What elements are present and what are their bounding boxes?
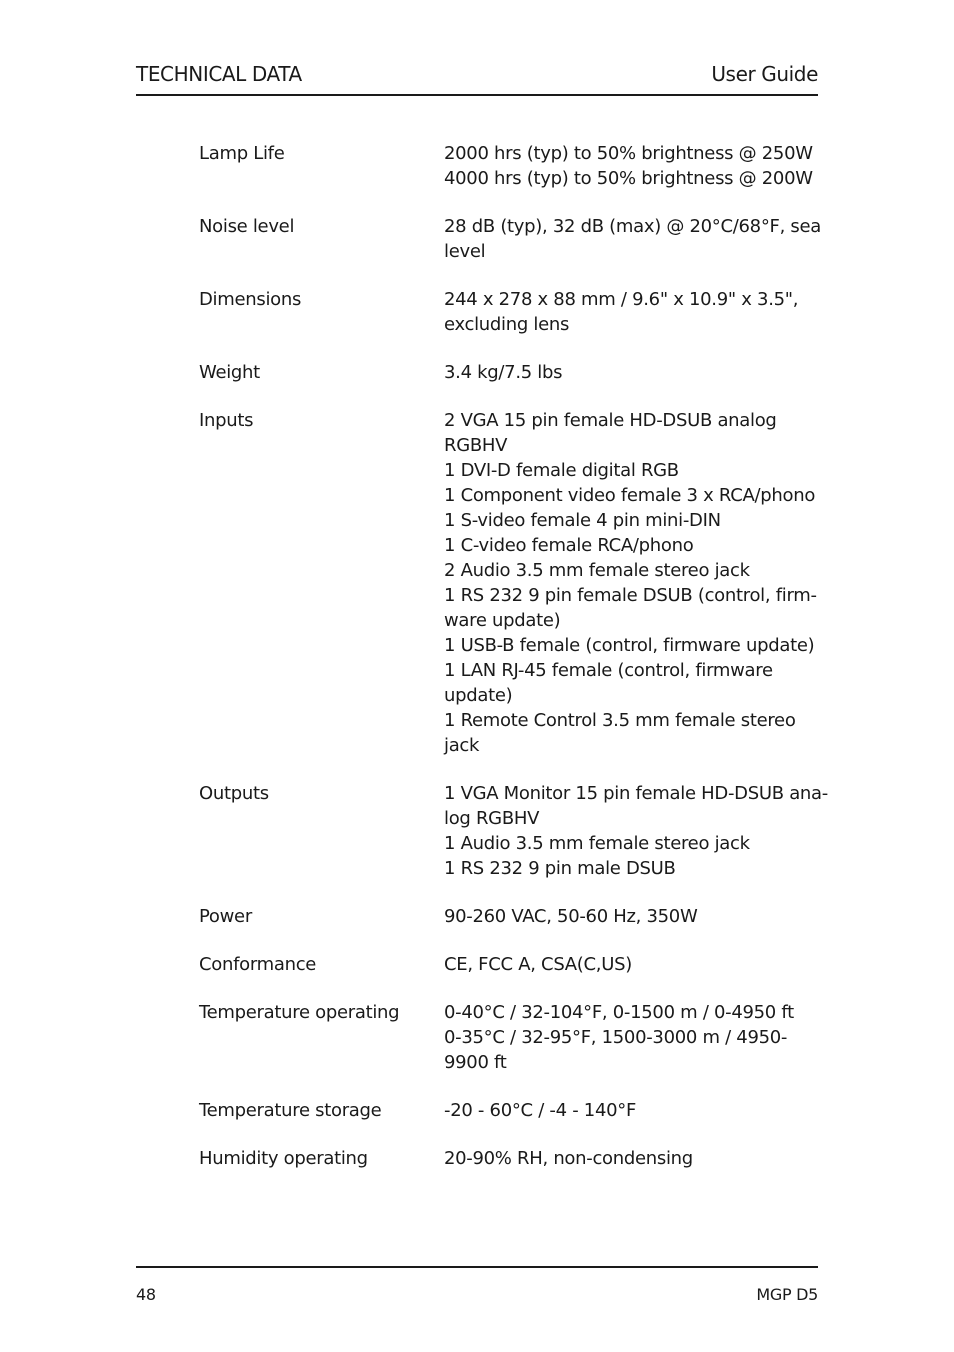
spec-label: Weight: [199, 362, 260, 383]
spec-value-line: ware update): [444, 610, 561, 631]
spec-value-line: 1 C-video female RCA/phono: [444, 535, 694, 556]
spec-value-line: 1 S-video female 4 pin mini-DIN: [444, 510, 721, 531]
spec-values: [444, 1146, 824, 1171]
spec-value-line: 4000 hrs (typ) to 50% brightness @ 200W: [444, 168, 813, 189]
spec-value-line: 9900 ft: [444, 1052, 507, 1073]
spec-value-line: 1 Component video female 3 x RCA/phono: [444, 485, 816, 506]
page-number: 48: [136, 1285, 156, 1304]
product-name: MGP D5: [756, 1285, 818, 1304]
spec-value-line: jack: [444, 735, 480, 756]
spec-value-line: 1 RS 232 9 pin female DSUB (control, firm-: [444, 585, 817, 606]
spec-row: [199, 214, 824, 264]
spec-value-line: RGBHV: [444, 435, 508, 456]
spec-value-line: -20 - 60°C / -4 - 140°F: [444, 1100, 637, 1121]
spec-value-line: update): [444, 685, 513, 706]
spec-row: [199, 952, 824, 977]
spec-value-line: log RGBHV: [444, 808, 540, 829]
spec-label: Outputs: [199, 783, 269, 804]
spec-label: Conformance: [199, 954, 317, 975]
spec-list: [199, 141, 828, 1194]
spec-values: [444, 904, 824, 929]
spec-value-line: 244 x 278 x 88 mm / 9.6" x 10.9" x 3.5",: [444, 289, 799, 310]
spec-row: [199, 1146, 824, 1171]
spec-value-line: 1 LAN RJ-45 female (control, firmware: [444, 660, 773, 681]
page-header: [136, 60, 818, 96]
spec-value-line: excluding lens: [444, 314, 570, 335]
spec-values: [444, 360, 824, 385]
spec-values: [444, 952, 824, 977]
page-footer: [136, 1266, 818, 1304]
spec-label: Temperature operating: [199, 1002, 400, 1023]
spec-value-line: 1 DVI-D female digital RGB: [444, 460, 679, 481]
spec-value-line: level: [444, 241, 486, 262]
spec-values: [444, 214, 824, 264]
spec-label: Inputs: [199, 410, 254, 431]
spec-row: [199, 1098, 824, 1123]
spec-value-line: 3.4 kg/7.5 lbs: [444, 362, 563, 383]
spec-value-line: 2 Audio 3.5 mm female stereo jack: [444, 560, 750, 581]
spec-value-line: 20-90% RH, non-condensing: [444, 1148, 693, 1169]
spec-values: [444, 1098, 824, 1123]
spec-value-line: 0-40°C / 32-104°F, 0-1500 m / 0-4950 ft: [444, 1002, 794, 1023]
spec-row: [199, 781, 828, 881]
spec-value-line: CE, FCC A, CSA(C,US): [444, 954, 632, 975]
spec-value-line: 1 Remote Control 3.5 mm female stereo: [444, 710, 796, 731]
spec-row: [199, 287, 824, 337]
spec-row: [199, 1000, 824, 1075]
spec-label: Humidity operating: [199, 1148, 368, 1169]
spec-label: Lamp Life: [199, 143, 285, 164]
spec-value-line: 1 USB-B female (control, firmware update): [444, 635, 815, 656]
section-title: TECHNICAL DATA: [136, 62, 302, 86]
guide-title: User Guide: [711, 62, 818, 86]
spec-value-line: 1 VGA Monitor 15 pin female HD-DSUB ana-: [444, 783, 828, 804]
spec-values: [444, 287, 824, 337]
spec-values: [444, 141, 824, 191]
spec-row: [199, 408, 824, 758]
spec-values: [444, 1000, 824, 1075]
spec-label: Dimensions: [199, 289, 302, 310]
spec-row: [199, 904, 824, 929]
spec-value-line: 1 Audio 3.5 mm female stereo jack: [444, 833, 750, 854]
spec-value-line: 28 dB (typ), 32 dB (max) @ 20°C/68°F, sea: [444, 216, 821, 237]
spec-value-line: 90-260 VAC, 50-60 Hz, 350W: [444, 906, 698, 927]
spec-label: Temperature storage: [199, 1100, 382, 1121]
spec-label: Noise level: [199, 216, 295, 237]
spec-value-line: 0-35°C / 32-95°F, 1500-3000 m / 4950-: [444, 1027, 788, 1048]
spec-value-line: 2 VGA 15 pin female HD-DSUB analog: [444, 410, 777, 431]
spec-row: [199, 141, 824, 191]
spec-value-line: 1 RS 232 9 pin male DSUB: [444, 858, 676, 879]
spec-row: [199, 360, 824, 385]
spec-label: Power: [199, 906, 252, 927]
spec-values: [444, 408, 824, 758]
spec-values: [444, 781, 828, 881]
spec-value-line: 2000 hrs (typ) to 50% brightness @ 250W: [444, 143, 813, 164]
